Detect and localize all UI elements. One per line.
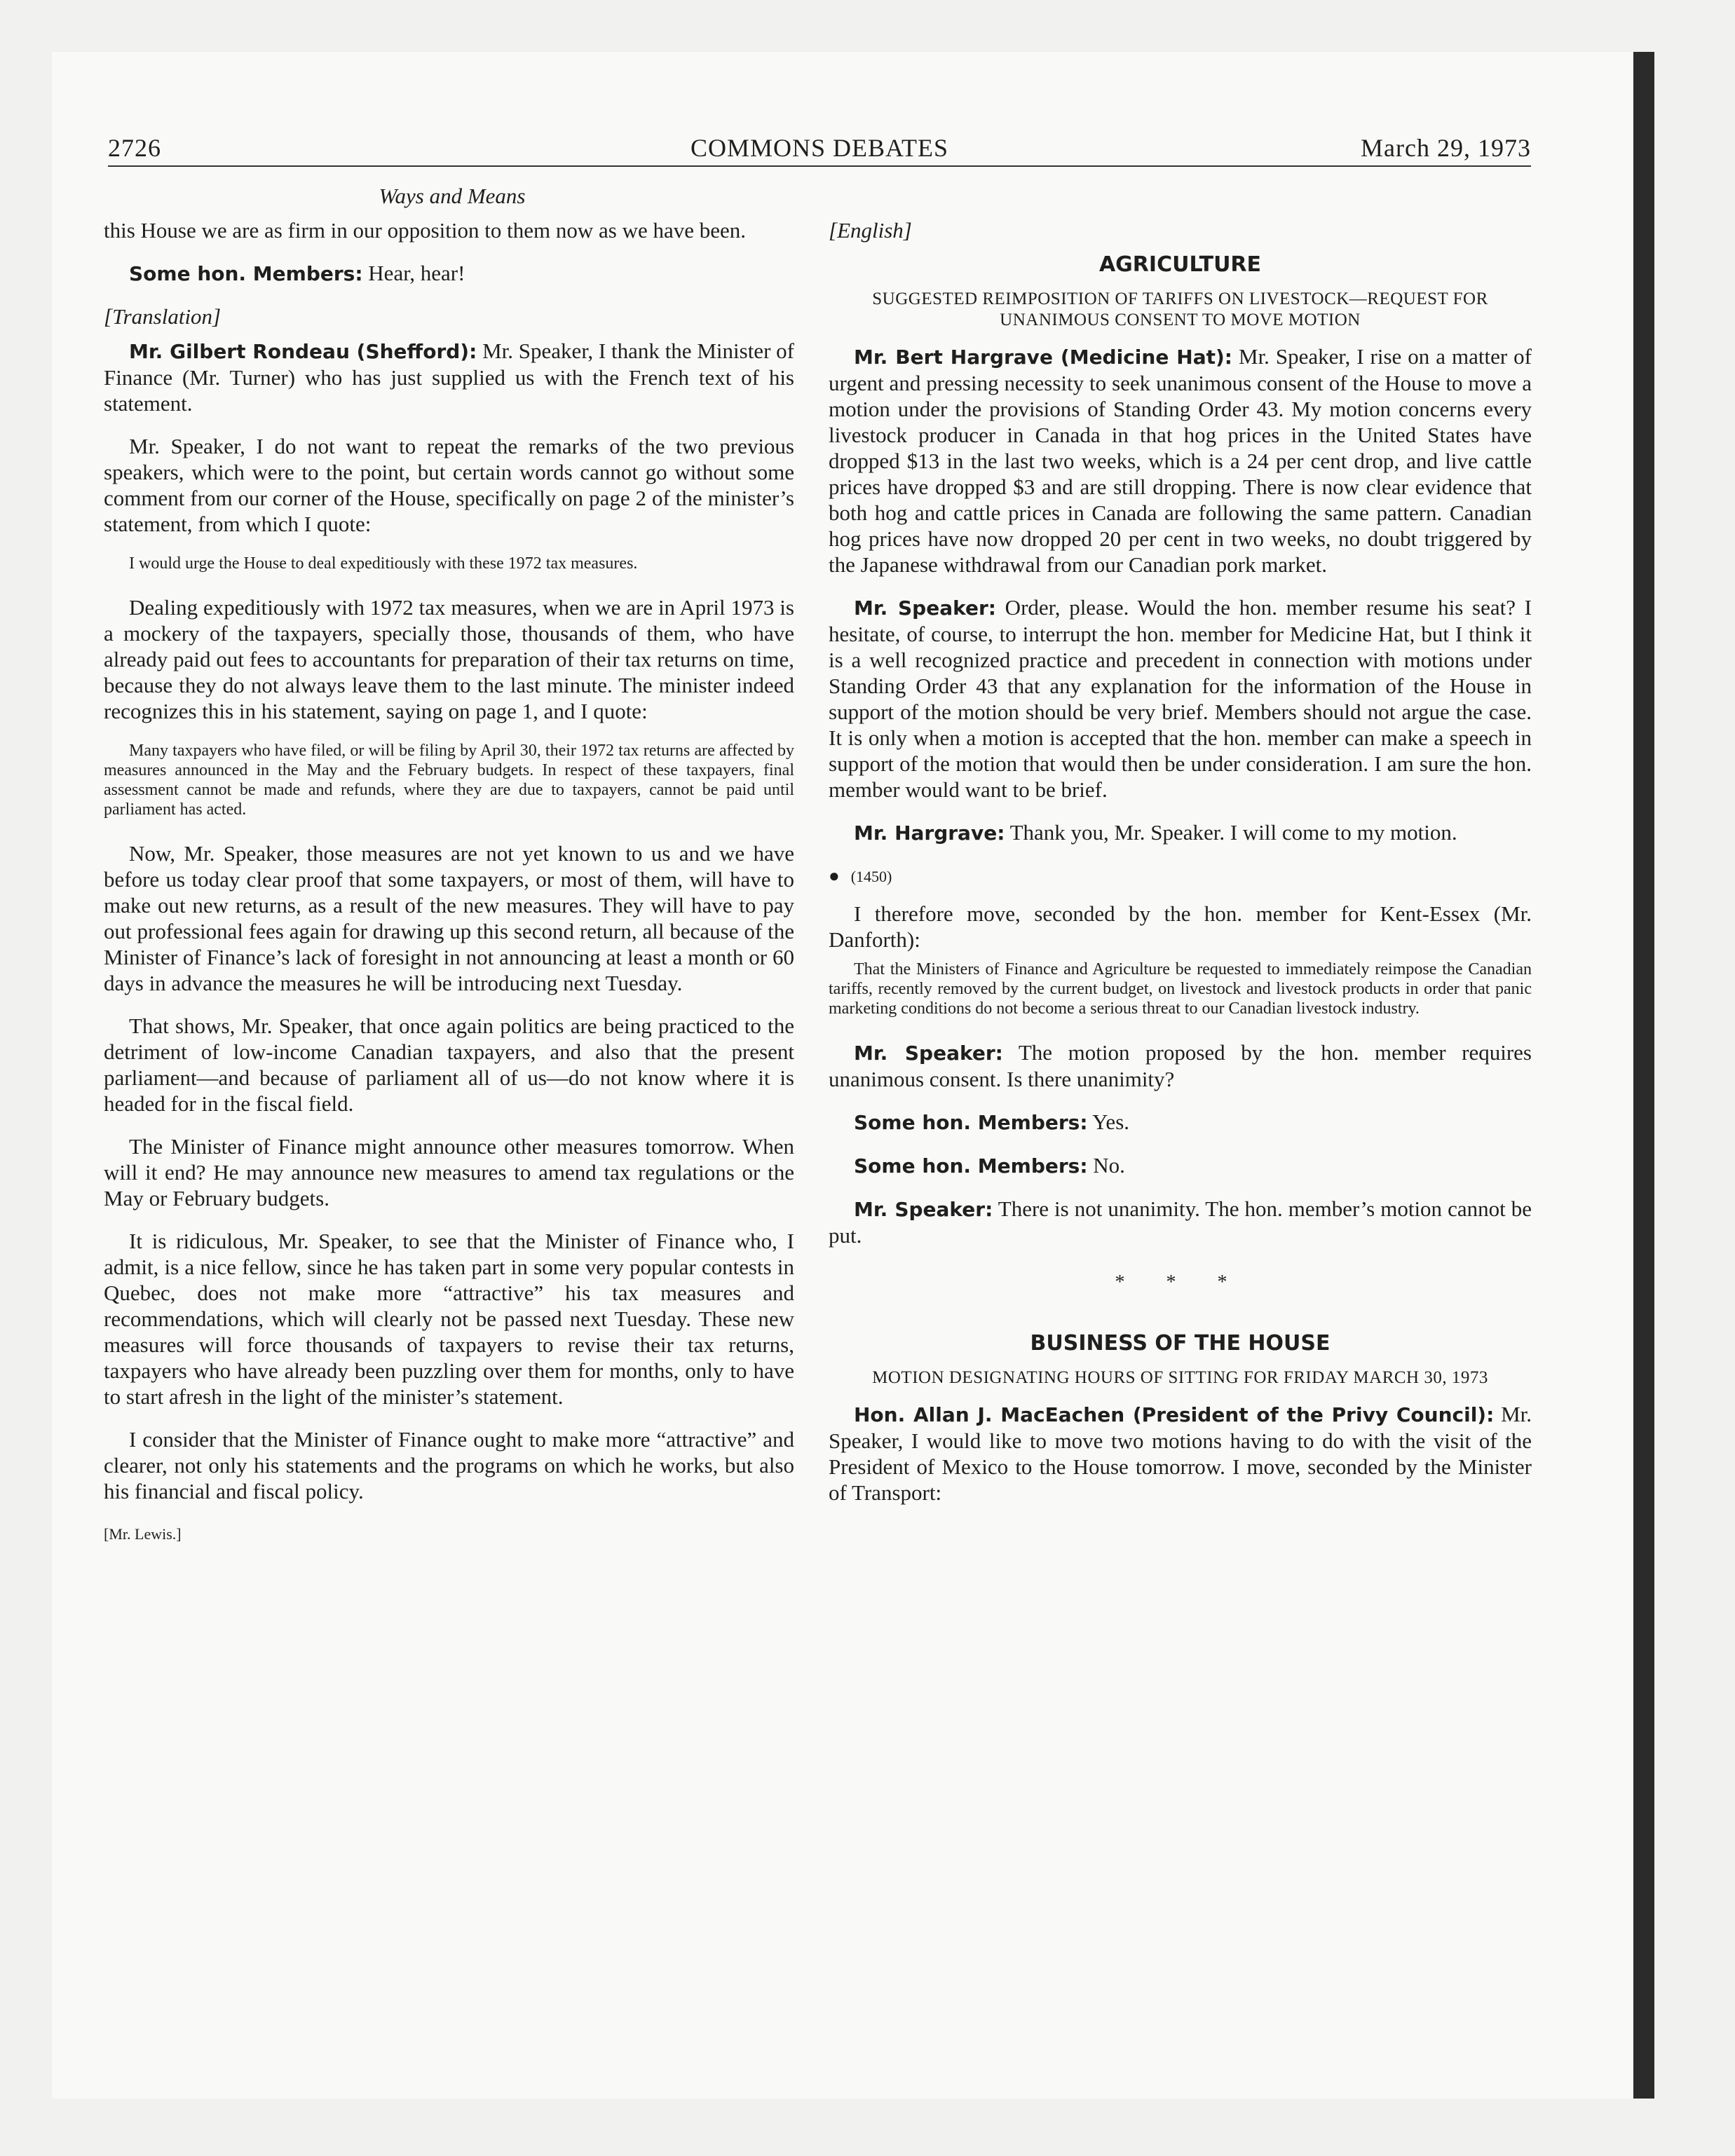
paragraph: It is ridiculous, Mr. Speaker, to see that the Minister of Finance who, I admit, is a nice fellow, since he has taken part in some very popular contests in Quebec, does not make more “attractive” his tax measures and recommendations, which will clearly not be passed next Tuesday. These new measures will force thousands of taxpayers to revise their tax returns, taxpayers who have already been puzzling over them for months, only to have to start afresh in the light of the minister’s statement. — [104, 1229, 794, 1409]
section-title: BUSINESS OF THE HOUSE — [1030, 1331, 1331, 1356]
speaker-name: Some hon. Members: — [129, 262, 363, 285]
speech — [829, 343, 1532, 578]
timestamp-text: (1450) — [850, 868, 892, 885]
paragraph: That shows, Mr. Speaker, that once again politics are being practiced to the detriment of low-income Canadian taxpayers, and also that the present parliament—and because of parliament all of us—do not know where it is headed for in the fiscal field. — [104, 1014, 794, 1116]
left-column — [104, 217, 794, 1547]
speech — [829, 1401, 1532, 1506]
speaker-name: Some hon. Members: — [854, 1111, 1088, 1134]
running-head: Ways and Means — [379, 184, 526, 208]
publication-title: COMMONS DEBATES — [690, 134, 949, 162]
speech-text: Mr. Speaker, I would like to move two motions having to do with the visit of the President of Mexico to the House tomorrow. I move, seconded by the Minister of Transport: — [829, 1402, 1532, 1505]
paragraph: I consider that the Minister of Finance ought to make more “attractive” and clearer, not only his statements and the programs on which he works, but also his financial and fiscal policy. — [104, 1427, 794, 1503]
speech-text: Mr. Speaker, I rise on a matter of urgent and pressing necessity to seek unanimous consent of the House to move a motion under the provisions of Standing Order 43. My motion concerns every livestock producer in Canada in that hog prices in the United States have dropped $13 in the last two weeks, which is a 24 per cent drop, and live cattle prices have dropped $3 and are still dropping. There is now clear evidence that both hog and cattle prices in Canada are following the same pattern. Canadian hog prices have now dropped 20 per cent in two weeks, no doubt triggered by the Japanese withdrawal from our Canadian pork market. — [829, 344, 1532, 577]
paragraph: Mr. Speaker, I do not want to repeat the remarks of the two previous speakers, which were to the point, but certain words cannot go without some comment from our corner of the House, specifically on page 2 of the minister’s statement, from which I quote: — [104, 434, 794, 536]
speaker-name: Hon. Allan J. MacEachen (President of the Privy Council): — [854, 1403, 1495, 1426]
page-date: March 29, 1973 — [1361, 134, 1531, 162]
speech-text: Yes. — [1087, 1110, 1130, 1134]
speaker-name: Mr. Bert Hargrave (Medicine Hat): — [854, 346, 1233, 369]
language-tag: [Translation] — [104, 304, 222, 329]
speech-text: Order, please. Would the hon. member resume his seat? I hesitate, of course, to interrupt the hon. member for Medicine Hat, but I think it is a well recognized practice and precedent in connection with motions under Standing Order 43 that any explanation for the information of the House in support of the motion should be very brief. Members should not argue the case. It is only when a motion is accepted that the hon. member can make a speech in support of the motion that would then be under consideration. I am sure the hon. member would want to be brief. — [829, 595, 1532, 802]
paragraph: I therefore move, seconded by the hon. member for Kent-Essex (Mr. Danforth): — [829, 901, 1532, 952]
section-separator: * * * — [1115, 1271, 1246, 1293]
paragraph: this House we are as firm in our opposition to them now as we have been. — [104, 218, 747, 243]
speech-text: No. — [1087, 1153, 1125, 1178]
block-quote: I would urge the House to deal expeditiously with these 1972 tax measures. — [129, 554, 638, 573]
timestamp — [829, 863, 1532, 889]
page-header — [108, 130, 1531, 167]
speech — [104, 260, 794, 287]
language-tag: [English] — [829, 218, 912, 243]
page-edge-shadow — [1633, 52, 1654, 2099]
paragraph: Now, Mr. Speaker, those measures are not yet known to us and we have before us today clear proof that some taxpayers, or most of them, will have to make out new returns, as a result of the new measures. They will have to pay out professional fees again for drawing up this second return, all because of the Minister of Finance’s lack of foresight in not announcing at least a month or 60 days in advance the measures he will be introducing next Tuesday. — [104, 841, 794, 995]
motion-quote: That the Ministers of Finance and Agriculture be requested to immediately reimpose the Canadian tariffs, recently removed by the current budget, on livestock and livestock products in order that panic marketing conditions do not become a serious threat to our Canadian livestock industry. — [829, 960, 1532, 1018]
speech-text: There is not unanimity. The hon. member’s motion cannot be put. — [829, 1196, 1532, 1248]
speech — [829, 594, 1532, 803]
section-subtitle: SUGGESTED REIMPOSITION OF TARIFFS ON LIVESTOCK—REQUEST FOR UNANIMOUS CONSENT TO MOVE MOTION — [872, 289, 1488, 329]
speech-text: Mr. Speaker, I thank the Minister of Finance (Mr. Turner) who has just supplied us with the French text of his statement. — [104, 339, 794, 416]
speaker-name: Mr. Gilbert Rondeau (Shefford): — [129, 340, 477, 363]
speech — [829, 1039, 1532, 1092]
speaker-name: Mr. Speaker: — [854, 596, 996, 620]
speaker-name: Some hon. Members: — [854, 1154, 1088, 1178]
block-quote: Many taxpayers who have filed, or will be filing by April 30, their 1972 tax returns are affected by measures announced in the May and the February budgets. In respect of these taxpayers, final assessment cannot be made and refunds, where they are due to taxpayers, cannot be paid until parliament has acted. — [104, 742, 794, 819]
section-title: AGRICULTURE — [1098, 252, 1262, 277]
speech-text: The motion proposed by the hon. member requires unanimous consent. Is there unanimity? — [829, 1040, 1532, 1091]
bullet-icon: ● — [829, 866, 840, 886]
paragraph: Dealing expeditiously with 1972 tax measures, when we are in April 1973 is a mockery of the taxpayers, specially those, thousands of them, who have already paid out fees to accountants for preparation of their tax returns on time, because they do not always leave them to the last minute. The minister indeed recognizes this in his statement, saying on page 1, and I quote: — [104, 595, 794, 723]
right-column — [829, 217, 1532, 1522]
speech — [829, 819, 1532, 846]
speaker-footer-tag: [Mr. Lewis.] — [104, 1525, 182, 1543]
speaker-name: Mr. Speaker: — [854, 1198, 993, 1221]
speech-text: Thank you, Mr. Speaker. I will come to my motion. — [1005, 820, 1457, 845]
speech — [829, 1109, 1532, 1135]
speech-text: Hear, hear! — [362, 261, 465, 285]
speech — [829, 1152, 1532, 1179]
speaker-name: Mr. Speaker: — [854, 1042, 1003, 1065]
speech — [829, 1196, 1532, 1248]
paragraph: The Minister of Finance might announce other measures tomorrow. When will it end? He may announce new measures to amend tax regulations or the May or February budgets. — [104, 1134, 794, 1210]
speaker-name: Mr. Hargrave: — [854, 821, 1005, 845]
section-subtitle: MOTION DESIGNATING HOURS OF SITTING FOR FRIDAY MARCH 30, 1973 — [872, 1368, 1488, 1387]
speech — [104, 338, 794, 416]
page-number: 2726 — [108, 134, 161, 162]
